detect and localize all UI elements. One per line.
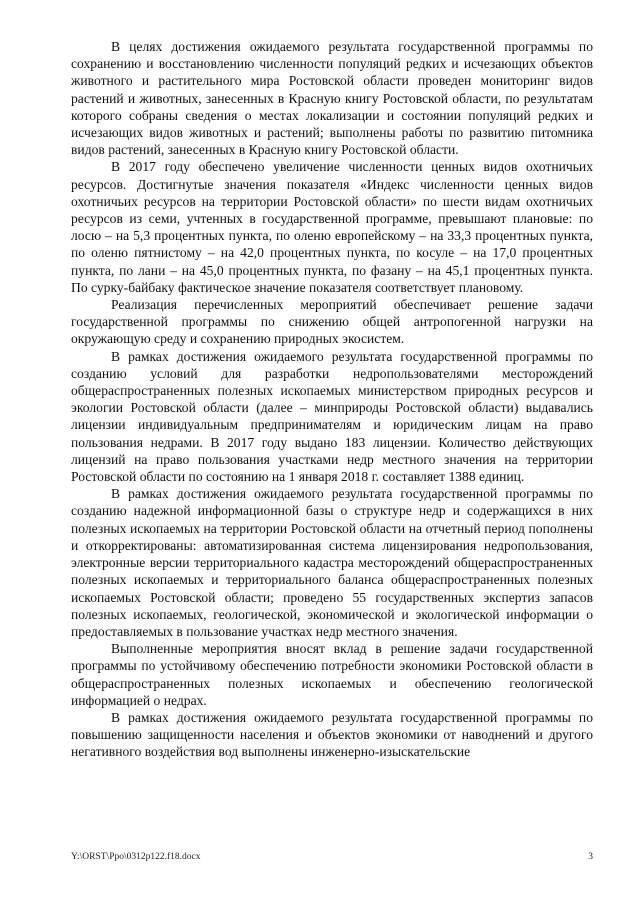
document-body <box>71 38 593 761</box>
paragraph-flood-protection: В рамках достижения ожидаемого результата государственной программы по повышению защищенности населения и объектов экономики от наводнений и другого негативного воздействия вод выполнены инженерно-изыскательские <box>71 709 593 760</box>
page-footer <box>71 852 593 862</box>
file-path: Y:\ORST\Ppo\0312p122.f18.docx <box>71 852 201 862</box>
page-number: 3 <box>588 852 593 862</box>
paragraph-red-book-monitoring: В целях достижения ожидаемого результата государственной программы по сохранению и восстановлению численности популяций редких и исчезающих объектов животного и растительного мира Ростовской области проведен мониторинг видов растений и животных, занесенных в Красную книгу Ростовской области, по результатам которого собраны сведения о местах локализации и состоянии популяций редких и исчезающих видов животных и растений; выполнены работы по развитию питомника видов растений, занесенных в Красную книгу Ростовской области. <box>71 39 593 158</box>
paragraph-information-base: В рамках достижения ожидаемого результата государственной программы по созданию надежной информационной базы о структуре недр и содержащихся в них полезных ископаемых на территории Ростовской области на отчетный период пополнены и откорректированы: автоматизированная система лицензирования недропользования, электронные версии территориального кадастра месторождений общераспространенных полезных ископаемых и территориального баланса общераспространенных полезных ископаемых Ростовской области; проведено 55 государственных экспертиз запасов полезных ископаемых, геологической, экономической и экологической информации о предоставляемых в пользование участках недр местного значения. <box>71 486 593 639</box>
paragraph-mineral-supply: Выполненные мероприятия вносят вклад в решение задачи государственной программы по устойчивому обеспечению потребности экономики Ростовской области в общераспространенных полезных ископаемых и обеспечению геологической информацией о недрах. <box>71 641 593 708</box>
paragraph-subsoil-licenses: В рамках достижения ожидаемого результата государственной программы по созданию условий для разработки недропользователями месторождений общераспространенных полезных ископаемых министерством природных ресурсов и экологии Ростовской области (далее – минприроды Ростовской области) выдавались лицензии индивидуальным предпринимателям и юридическим лицам на право пользования недрами. В 2017 году выдано 183 лицензии. Количество действующих лицензий на право пользования участками недр местного значения на территории Ростовской области по состоянию на 1 января 2018 г. составляет 1388 единиц. <box>71 348 593 485</box>
paragraph-anthropogenic-load: Реализация перечисленных мероприятий обеспечивает решение задачи государственной программы по снижению общей антропогенной нагрузки на окружающую среду и сохранению природных экосистем. <box>71 297 593 347</box>
paragraph-game-resources: В 2017 году обеспечено увеличение численности ценных видов охотничьих ресурсов. Достигнутые значения показателя «Индекс численности ценных видов охотничьих ресурсов на территории Ростовской области» по шести видам охотничьих ресурсов из семи, учтенных в государственной программе, превышают плановые: по лосю – на 5,3 процентных пункта, по оленю европейскому – на 33,3 процентных пункта, по оленю пятнистому – на 42,0 процентных пункта, по косуле – на 17,0 процентных пункта, по лани – на 45,0 процентных пункта, по фазану – на 45,1 процентных пункта. По сурку-байбаку фактическое значение показателя соответствует плановому. <box>71 159 593 295</box>
